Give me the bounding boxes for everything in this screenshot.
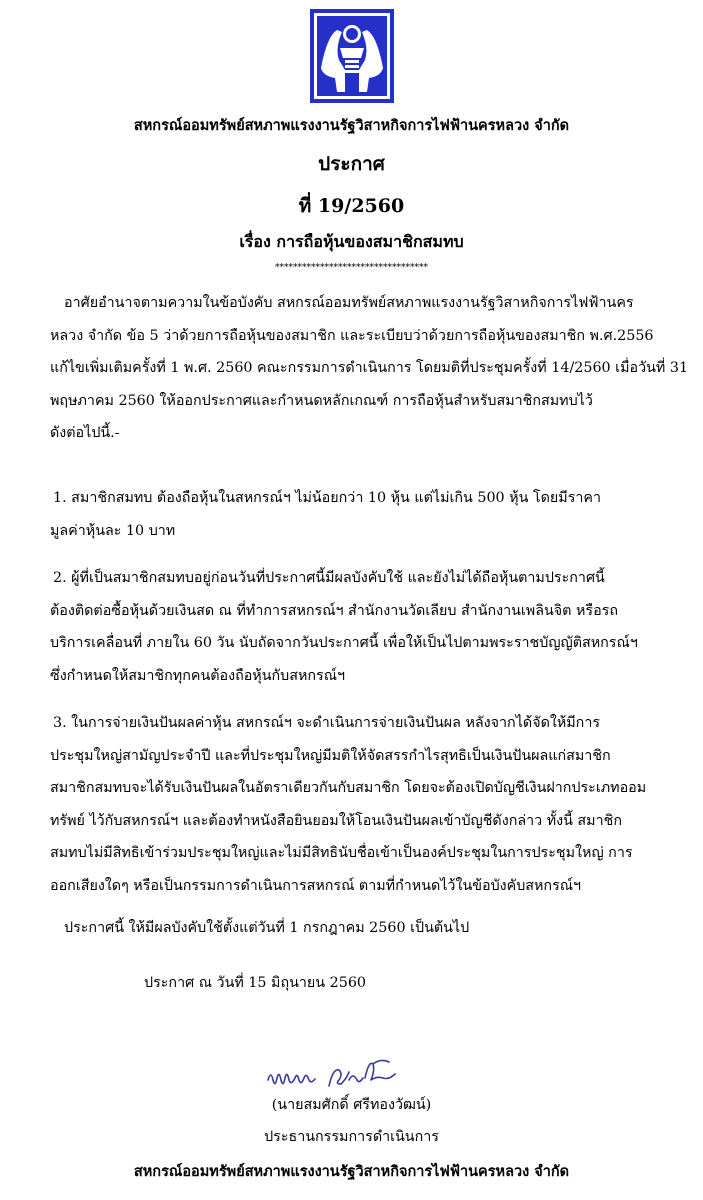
clause-3 (50, 707, 670, 902)
clause-line: สมาชิกสมทบจะได้รับเงินปันผลในอัตราเดียวกันกับสมาชิก โดยจะต้องเปิดบัญชีเงินฝากประเภทออม (50, 780, 647, 796)
clause-line: ออกเสียงใดๆ หรือเป็นกรรมการดำเนินการสหกรณ์ ตามที่กำหนดไว้ในข้อบังคับสหกรณ์ฯ (50, 877, 582, 894)
document-subject: เรื่อง การถือหุ้นของสมาชิกสมทบ (239, 232, 464, 251)
clause-line: 2. ผู้ที่เป็นสมาชิกสมทบอยู่ก่อนวันที่ประกาศนี้มีผลบังคับใช้ และยังไม่ได้ถือหุ้นตามประกาศนี้ (53, 570, 605, 586)
intro-line: แก้ไขเพิ่มเติมครั้งที่ 1 พ.ศ. 2560 คณะกรรมการดำเนินการ โดยมติที่ประชุมครั้งที่ 14/2560 เมื่อวันที่ 31 (50, 360, 689, 376)
clause-line: มูลค่าหุ้นละ 10 บาท (50, 522, 176, 539)
clause-line: ทรัพย์ ไว้กับสหกรณ์ฯ และต้องทำหนังสือยินยอมให้โอนเงินปันผลเข้าบัญชีดังกล่าว ทั้งนี้ สมาชิก (50, 812, 622, 829)
clause-line: ประชุมใหญ่สามัญประจำปี และที่ประชุมใหญ่มีมติให้จัดสรรกำไรสุทธิเป็นเงินปันผลแก่สมาชิก (50, 747, 611, 764)
clause-1 (50, 482, 670, 547)
signer-organization: สหกรณ์ออมทรัพย์สหภาพแรงงานรัฐวิสาหกิจการไฟฟ้านครหลวง จำกัด (133, 1163, 570, 1180)
document-number: ที่ 19/2560 (298, 195, 405, 217)
announcement-date: ประกาศ ณ วันที่ 15 มิถุนายน 2560 (144, 975, 367, 991)
intro-line: หลวง จำกัด ข้อ 5 ว่าด้วยการถือหุ้นของสมาชิก และระเบียบว่าด้วยการถือหุ้นของสมาชิก พ.ศ.2556 (50, 327, 654, 344)
intro-paragraph (50, 287, 689, 450)
clause-line: สมทบไม่มีสิทธิเข้าร่วมประชุมใหญ่และไม่มีสิทธินับชื่อเข้าเป็นองค์ประชุมในการประชุมใหญ่ การ (50, 845, 633, 861)
clause-line: 1. สมาชิกสมทบ ต้องถือหุ้นในสหกรณ์ฯ ไม่น้อยกว่า 10 หุ้น แต่ไม่เกิน 500 หุ้น โดยมีราคา (53, 490, 601, 506)
clause-line: 3. ในการจ่ายเงินปันผลค่าหุ้น สหกรณ์ฯ จะดำเนินการจ่ายเงินปันผล หลังจากได้จัดให้มีการ (53, 715, 601, 731)
clause-2 (50, 562, 670, 692)
document-type: ประกาศ (318, 153, 385, 175)
intro-line: พฤษภาคม 2560 ให้ออกประกาศและกำหนดหลักเกณฑ์ การถือหุ้นสำหรับสมาชิกสมทบไว้ (50, 392, 593, 409)
signer-position: ประธานกรรมการดำเนินการ (264, 1129, 439, 1145)
separator: ********************************** (275, 263, 428, 273)
effective-date: ประกาศนี้ ให้มีผลบังคับใช้ตั้งแต่วันที่ 1 กรกฎาคม 2560 เป็นต้นไป (64, 920, 470, 936)
clause-line: ซึ่งกำหนดให้สมาชิกทุกคนต้องถือหุ้นกับสหกรณ์ฯ (50, 667, 346, 684)
signer-name: (นายสมศักดิ์ ศรีทองวัฒน์) (271, 1097, 432, 1113)
intro-line: ดังต่อไปนี้.- (50, 425, 120, 441)
clause-line: ต้องติดต่อซื้อหุ้นด้วยเงินสด ณ ที่ทำการสหกรณ์ฯ สำนักงานวัดเลียบ สำนักงานเพลินจิต หรือรถ (50, 602, 619, 619)
intro-line: อาศัยอำนาจตามความในข้อบังคับ สหกรณ์ออมทรัพย์สหภาพแรงงานรัฐวิสาหกิจการไฟฟ้านคร (64, 295, 634, 311)
cooperative-logo-icon (309, 8, 395, 104)
signature-image (263, 1050, 403, 1100)
organization-name: สหกรณ์ออมทรัพย์สหภาพแรงงานรัฐวิสาหกิจการไฟฟ้านครหลวง จำกัด (133, 117, 570, 134)
clause-line: บริการเคลื่อนที่ ภายใน 60 วัน นับถัดจากวันประกาศนี้ เพื่อให้เป็นไปตามพระราชบัญญัติสหกรณ์ฯ (50, 635, 638, 651)
